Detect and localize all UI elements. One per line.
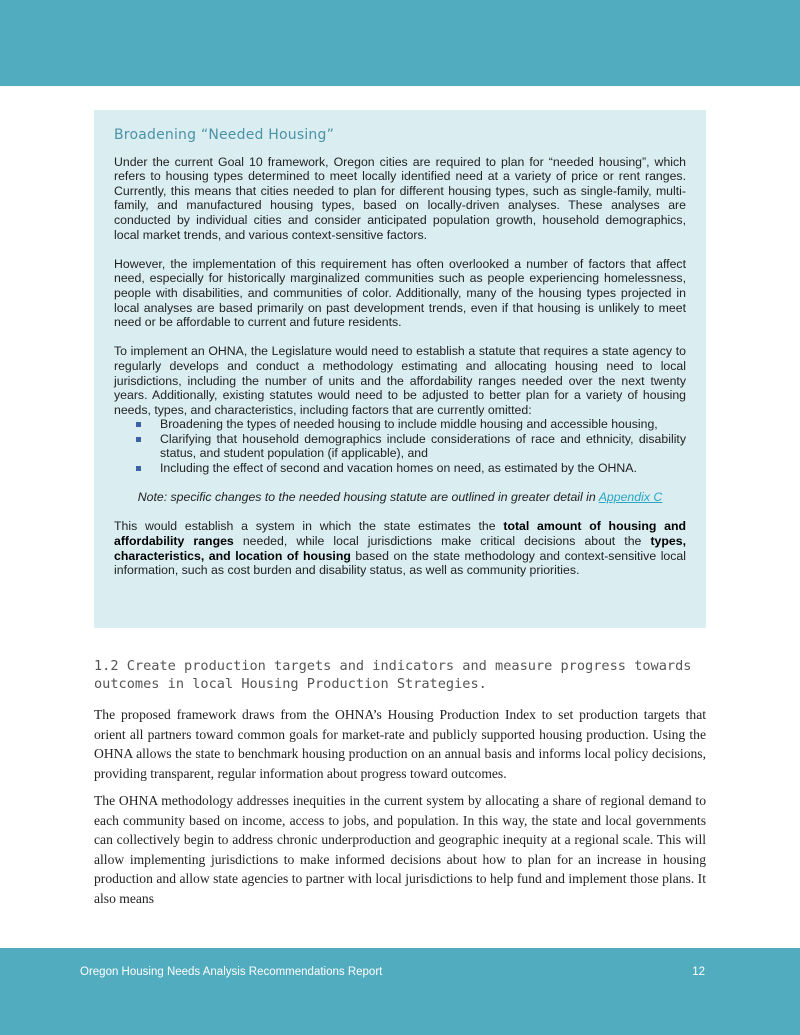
footer-band [0,948,800,1035]
text: This would establish a system in which the state estimates the [114,519,504,534]
bold-text: total amount of housing and affordability ranges [114,519,686,549]
note [114,490,686,505]
text: needed, while local jurisdictions make critical decisions about the [233,534,651,549]
omitted-factors-list [114,417,686,475]
header-band [0,0,800,86]
callout-box [94,110,706,628]
body-text [94,705,706,916]
footer-title: Oregon Housing Needs Analysis Recommendations Report [80,966,383,978]
bold-text: types, characteristics, and location of housing [114,534,686,563]
body-paragraph: The proposed framework draws from the OHNA’s Housing Production Index to set production targets that orient all partners toward common goals for market-rate and publicly supported housing production. Using the OHNA allows the state to benchmark housing production on an annual basis and informs local policy decisions, providing transparent, regular information about progress toward outcomes. [94,707,706,781]
callout-paragraph: To implement an OHNA, the Legislature would need to establish a statute that requires a state agency to regularly develops and conduct a methodology estimating and allocating housing need to local jurisdictions, including the number of units and the affordability ranges needed over the next twenty years. Additionally, existing statutes would need to be adjusted to better plan for a variety of housing needs, types, and characteristics, including factors that are currently omitted: [114,344,686,417]
callout-paragraph: Under the current Goal 10 framework, Oregon cities are required to plan for “needed housing”, which refers to housing types determined to meet locally identified need at a variety of price or rent ranges. Currently, this means that cities needed to plan for different housing types, such as single-family, multi-family, and manufactured housing types, based on locally-driven analyses. These analyses are conducted by individual cities and consider anticipated population growth, household demographics, local market trends, and various context-sensitive factors. [114,154,686,242]
callout-paragraph-final [114,519,686,577]
page-number: 12 [692,966,705,978]
callout-paragraph: However, the implementation of this requirement has often overlooked a number of factors that affect need, especially for historically marginalized communities such as people experiencing homelessness, people with disabilities, and communities of color. Additionally, many of the housing types projected in local analyses are based primarily on past development trends, even if that housing is unlikely to meet need or be affordable to current and future residents. [114,256,686,330]
appendix-c-link[interactable]: Appendix C [598,490,663,505]
list-item: Clarifying that household demographics include considerations of race and ethnicity, disability status, and student population (if applicable), and [160,431,686,461]
text: based on the state methodology and context-sensitive local information, such as cost burden and disability status, as well as community priorities. [114,548,686,578]
callout-title: Broadening “Needed Housing” [114,127,335,143]
list-item: Broadening the types of needed housing to include middle housing and accessible housing, [160,417,686,432]
list-item: Including the effect of second and vacation homes on need, as estimated by the OHNA. [160,461,686,476]
note-text: Note: specific changes to the needed housing statute are outlined in greater detail in [137,490,599,505]
body-paragraph: The OHNA methodology addresses inequities in the current system by allocating a share of regional demand to each community based on income, access to jobs, and population. In this way, the state and local governments can collectively begin to address chronic underproduction and geographic inequity at a regional scale. This will allow implementing jurisdictions to make informed decisions about how to plan for an increase in housing production and allow state agencies to partner with local jurisdictions to help fund and implement those plans. It also means [94,793,706,906]
section-heading: 1.2 Create production targets and indicators and measure progress towards outcomes in local Housing Production Strategies. [94,658,692,692]
